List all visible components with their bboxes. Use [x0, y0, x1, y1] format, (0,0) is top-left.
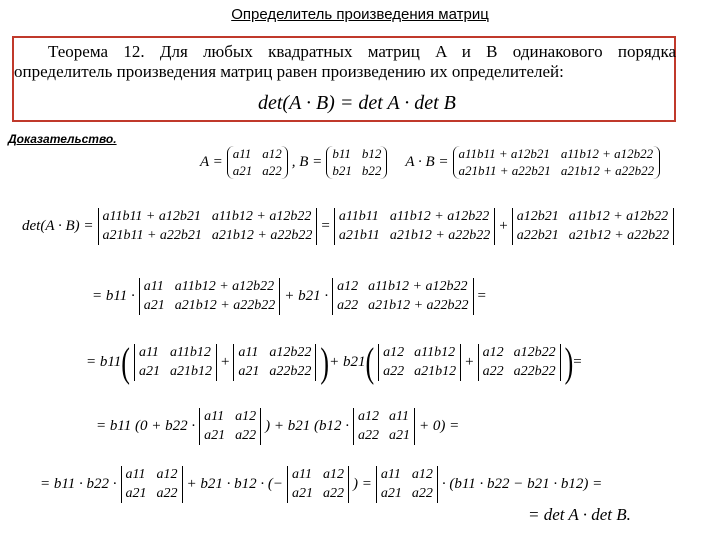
step-4 [96, 408, 459, 445]
plus-sign: + [499, 218, 508, 234]
det-ab: a11b11 + a12b21 a11b12 + a12b22 a21b11 + a22b21 a21b12 + a22b22 [98, 208, 318, 245]
det-split-2: a12b21 a11b12 + a12b22 a22b21 a21b12 + a22b22 [512, 208, 674, 245]
step3-det-2: a11 a12b22 a21 a22b22 [233, 344, 316, 381]
step5-lead: = b11 · b22 · [40, 476, 117, 492]
step3-lead: = b11 [86, 354, 122, 370]
matrix-b: b11 b12 b21 b22 [326, 146, 387, 179]
step4-det-1: a11 a12 a21 a22 [199, 408, 261, 445]
ab-label: A · B = [405, 154, 449, 170]
page-title: Определитель произведения матриц [231, 6, 489, 23]
step4-lead: = b11 (0 + b22 · [96, 418, 196, 434]
step5-det-2: a11 a12 a21 a22 [287, 466, 349, 503]
proof-label: Доказательство. [8, 132, 117, 146]
step2-det-2: a12 a11b12 + a12b22 a22 a21b12 + a22b22 [332, 278, 473, 315]
step3-det-1: a11 a11b12 a21 a21b12 [134, 344, 217, 381]
theorem-line-2: определитель произведения матриц равен произведению их определителей: [14, 62, 564, 81]
step2-det-1: a11 a11b12 + a12b22 a21 a21b12 + a22b22 [139, 278, 280, 315]
step5-det-1: a11 a12 a21 a22 [121, 466, 183, 503]
step-5: = b11 · b22 · a11 a12 a21 a22 + b21 · b12 · (− a11 a12 a21 a22 ) = a11 a12 a21 a22 · (b11 · b22 − b21 · b12) = [40, 467, 603, 501]
step2-mid: + b21 · [284, 288, 329, 304]
a-label: A = [200, 154, 223, 170]
step5-tail: · (b11 · b22 − b21 · b12) = [441, 476, 603, 492]
equals-sign: = [321, 218, 330, 234]
b-label: , B = [291, 154, 323, 170]
step5-mid: + b21 · b12 · (− [186, 476, 284, 492]
step3-det-3: a12 a11b12 a22 a21b12 [378, 344, 461, 381]
step3-det-4: a12 a12b22 a22 a22b22 [478, 344, 561, 381]
step-3: = b11 ( a11 a11b12 a21 a21b12 + a11 a12b22 a21 a22b22 ) + b21 ( a12 a11b12 a22 a21b12 + a12 a12b22 a22 a22b22 ) = [86, 338, 582, 385]
step3-mid: + b21 [329, 354, 366, 370]
matrix-ab: a11b11 + a12b21 a11b12 + a12b22 a21b11 + a22b21 a21b12 + a22b22 [453, 146, 661, 179]
step4-tail: + 0) = [419, 418, 460, 434]
step-2 [92, 278, 486, 315]
step2-tail: = [477, 288, 487, 304]
theorem-formula: det(A · B) = det A · det B [258, 92, 456, 114]
step4-mid: ) + b21 (b12 · [265, 418, 350, 434]
step2-lead: = b11 · [92, 288, 135, 304]
matrix-a: a11 a12 a21 a22 [227, 146, 288, 179]
det-split-1: a11b11 a11b12 + a12b22 a21b11 a21b12 + a22b22 [334, 208, 495, 245]
step1-lhs: det(A · B) = [22, 218, 94, 234]
theorem-line-1: Теорема 12. Для любых квадратных матриц A и B одинакового порядка [48, 42, 676, 61]
step-1 [22, 208, 678, 245]
step5-det-3: a11 a12 a21 a22 [376, 466, 438, 503]
definitions-row [200, 146, 664, 179]
conclusion: = det A · det B. [528, 505, 631, 524]
step4-det-2: a12 a11 a22 a21 [353, 408, 415, 445]
